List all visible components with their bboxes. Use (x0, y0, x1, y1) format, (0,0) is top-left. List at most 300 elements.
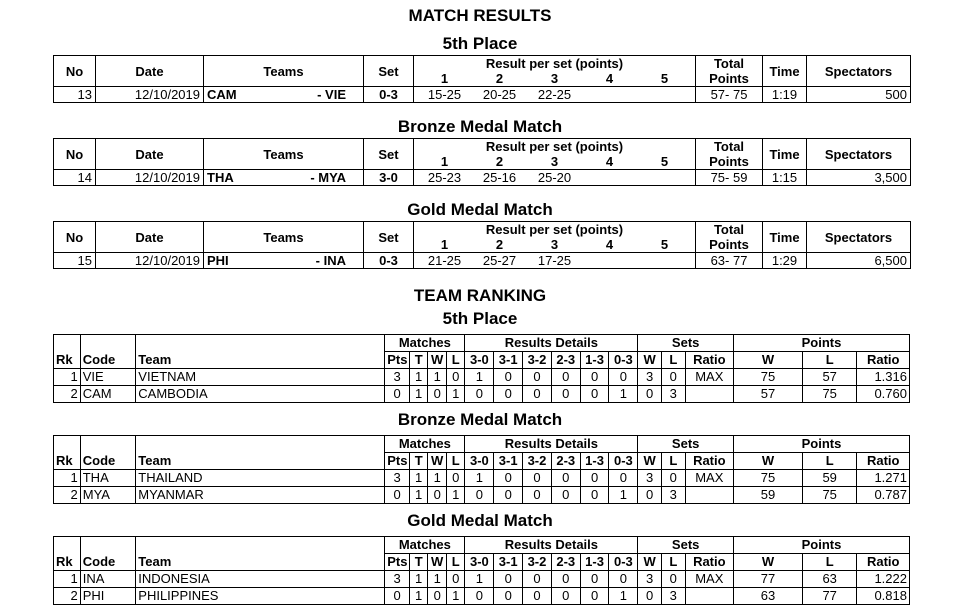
header-3-0: 3-0 (465, 554, 494, 571)
points-ratio: 0.787 (857, 487, 910, 504)
header-row (54, 56, 911, 72)
sets-won: 0 (638, 487, 662, 504)
header-row (54, 222, 911, 238)
team-name: THAILAND (136, 470, 385, 487)
header-rk (54, 537, 81, 554)
team-name: INDONESIA (136, 571, 385, 588)
won: 1 (428, 571, 447, 588)
header-points-ratio: Ratio (857, 554, 910, 571)
ranking-row (54, 369, 910, 386)
header-row (54, 352, 910, 369)
match-total-points: 75- 59 (696, 170, 763, 186)
set-result (637, 87, 692, 102)
set-result: 25-23 (427, 170, 462, 185)
set-number: 5 (660, 71, 669, 86)
header-rk-label: Rk (54, 554, 81, 571)
header-pts: Pts (385, 554, 410, 571)
points-ratio: 0.818 (857, 588, 910, 605)
header-matches: Matches (385, 537, 465, 554)
match-set-score: 0-3 (364, 87, 414, 103)
match-spectators: 6,500 (807, 253, 911, 269)
team-code: THA (80, 470, 136, 487)
set-number: 4 (605, 237, 614, 252)
match-total-points: 63- 77 (696, 253, 763, 269)
points-ratio: 0.760 (857, 386, 910, 403)
played: 1 (409, 588, 428, 605)
header-team: Team (136, 554, 385, 571)
res-2-3: 0 (551, 470, 580, 487)
set-number: 3 (550, 71, 559, 86)
header-rk-label: Rk (54, 453, 81, 470)
points-won: 77 (734, 571, 803, 588)
header-code-blank (80, 436, 136, 453)
res-3-2: 0 (523, 470, 552, 487)
res-2-3: 0 (551, 588, 580, 605)
set-number: 5 (660, 154, 669, 169)
sets-lost: 0 (661, 571, 685, 588)
res-3-2: 0 (523, 571, 552, 588)
pts: 0 (385, 487, 410, 504)
team-code: CAM (80, 386, 136, 403)
match-teams (204, 170, 364, 186)
header-date: Date (96, 56, 204, 87)
header-team: Team (136, 453, 385, 470)
header-sets-ratio: Ratio (685, 453, 733, 470)
res-2-3: 0 (551, 487, 580, 504)
header-w: W (428, 554, 447, 571)
header-team-blank (136, 436, 385, 453)
header-result-per-set: Result per set (points) (414, 222, 696, 238)
sets-won: 0 (638, 588, 662, 605)
header-set-numbers (414, 154, 696, 170)
sets-ratio: MAX (685, 470, 733, 487)
match-total-points: 57- 75 (696, 87, 763, 103)
header-sets-w: W (638, 352, 662, 369)
match-no: 14 (54, 170, 96, 186)
points-won: 75 (734, 470, 803, 487)
set-result: 20-25 (482, 87, 517, 102)
set-number: 3 (550, 237, 559, 252)
set-number: 4 (605, 71, 614, 86)
res-3-0: 1 (465, 470, 494, 487)
set-result: 15-25 (427, 87, 462, 102)
team-a: PHI (207, 253, 229, 268)
match-result-table (53, 221, 911, 269)
match-spectators: 500 (807, 87, 911, 103)
header-points: Points (734, 335, 910, 352)
header-row (54, 335, 910, 352)
header-teams: Teams (204, 56, 364, 87)
set-result (582, 170, 637, 185)
lost: 0 (446, 369, 465, 386)
res-3-1: 0 (494, 588, 523, 605)
header-code: Code (80, 453, 136, 470)
res-3-0: 1 (465, 571, 494, 588)
set-number: 2 (495, 71, 504, 86)
rank: 1 (54, 571, 81, 588)
header-no: No (54, 139, 96, 170)
sets-ratio: MAX (685, 571, 733, 588)
header-points-l: L (802, 352, 857, 369)
header-spectators: Spectators (807, 139, 911, 170)
res-3-1: 0 (494, 386, 523, 403)
header-team-blank (136, 537, 385, 554)
match-result-table (53, 55, 911, 103)
header-points-w: W (734, 352, 803, 369)
match-time: 1:19 (763, 87, 807, 103)
sets-won: 0 (638, 386, 662, 403)
res-0-3: 0 (609, 571, 638, 588)
header-set: Set (364, 56, 414, 87)
points-lost: 63 (802, 571, 857, 588)
set-number: 1 (440, 154, 449, 169)
match-date: 12/10/2019 (96, 87, 204, 103)
points-ratio: 1.316 (857, 369, 910, 386)
team-code: MYA (80, 487, 136, 504)
played: 1 (409, 571, 428, 588)
res-3-2: 0 (523, 487, 552, 504)
header-points: Points (696, 237, 763, 253)
points-lost: 77 (802, 588, 857, 605)
header-3-2: 3-2 (523, 453, 552, 470)
res-2-3: 0 (551, 386, 580, 403)
header-code: Code (80, 352, 136, 369)
res-3-1: 0 (494, 470, 523, 487)
set-result: 17-25 (537, 253, 572, 268)
header-row (54, 453, 910, 470)
header-row (54, 436, 910, 453)
header-sets: Sets (638, 436, 734, 453)
header-l: L (446, 352, 465, 369)
set-result (637, 253, 692, 268)
match-teams (204, 87, 364, 103)
header-sets-ratio: Ratio (685, 554, 733, 571)
rank: 1 (54, 369, 81, 386)
set-result: 25-20 (537, 170, 572, 185)
match-date: 12/10/2019 (96, 170, 204, 186)
played: 1 (409, 386, 428, 403)
res-3-2: 0 (523, 369, 552, 386)
match-no: 15 (54, 253, 96, 269)
header-rk (54, 436, 81, 453)
header-set: Set (364, 222, 414, 253)
header-t: T (409, 453, 428, 470)
header-1-3: 1-3 (580, 554, 609, 571)
team-name: PHILIPPINES (136, 588, 385, 605)
ranking-row (54, 470, 910, 487)
set-result (582, 87, 637, 102)
match-no: 13 (54, 87, 96, 103)
set-result: 25-27 (482, 253, 517, 268)
team-ranking-title: TEAM RANKING (413, 286, 547, 305)
res-3-1: 0 (494, 571, 523, 588)
header-code-blank (80, 537, 136, 554)
team-code: INA (80, 571, 136, 588)
header-3-1: 3-1 (494, 554, 523, 571)
sets-ratio (685, 487, 733, 504)
team-code: PHI (80, 588, 136, 605)
lost: 1 (446, 386, 465, 403)
res-2-3: 0 (551, 571, 580, 588)
ranking-name: 5th Place (442, 309, 518, 328)
team-code: VIE (80, 369, 136, 386)
header-w: W (428, 453, 447, 470)
header-total: Total (696, 222, 763, 238)
header-matches: Matches (385, 436, 465, 453)
points-won: 63 (734, 588, 803, 605)
ranking-table (53, 536, 910, 605)
set-number: 2 (495, 237, 504, 252)
res-3-0: 1 (465, 369, 494, 386)
ranking-row (54, 487, 910, 504)
won: 1 (428, 369, 447, 386)
res-3-0: 0 (465, 487, 494, 504)
sets-lost: 3 (661, 386, 685, 403)
match-row (54, 170, 911, 186)
header-time: Time (763, 222, 807, 253)
res-2-3: 0 (551, 369, 580, 386)
match-results-title: MATCH RESULTS (408, 6, 552, 25)
header-sets-w: W (638, 554, 662, 571)
match-row (54, 253, 911, 269)
sets-ratio (685, 588, 733, 605)
match-row (54, 87, 911, 103)
lost: 1 (446, 588, 465, 605)
header-0-3: 0-3 (609, 554, 638, 571)
header-team-blank (136, 335, 385, 352)
set-result: 21-25 (427, 253, 462, 268)
header-sets-w: W (638, 453, 662, 470)
match-set-results (414, 170, 696, 186)
header-t: T (409, 352, 428, 369)
header-set-numbers (414, 71, 696, 87)
team-a: CAM (207, 87, 237, 102)
set-number: 1 (440, 237, 449, 252)
res-0-3: 0 (609, 369, 638, 386)
header-2-3: 2-3 (551, 453, 580, 470)
res-0-3: 1 (609, 487, 638, 504)
sets-won: 3 (638, 470, 662, 487)
points-ratio: 1.222 (857, 571, 910, 588)
header-spectators: Spectators (807, 222, 911, 253)
header-l: L (446, 453, 465, 470)
header-0-3: 0-3 (609, 352, 638, 369)
header-result-per-set: Result per set (points) (414, 139, 696, 155)
header-3-1: 3-1 (494, 453, 523, 470)
sets-ratio: MAX (685, 369, 733, 386)
ranking-row (54, 588, 910, 605)
res-0-3: 1 (609, 386, 638, 403)
header-sets: Sets (638, 537, 734, 554)
match-set-results (414, 253, 696, 269)
match-result-table (53, 138, 911, 186)
res-3-1: 0 (494, 487, 523, 504)
sets-ratio (685, 386, 733, 403)
match-time: 1:15 (763, 170, 807, 186)
sets-won: 3 (638, 369, 662, 386)
res-3-1: 0 (494, 369, 523, 386)
ranking-name: Bronze Medal Match (397, 410, 563, 429)
header-3-2: 3-2 (523, 554, 552, 571)
header-3-1: 3-1 (494, 352, 523, 369)
match-date: 12/10/2019 (96, 253, 204, 269)
match-set-results (414, 87, 696, 103)
sets-lost: 3 (661, 588, 685, 605)
ranking-table (53, 334, 910, 403)
team-b: - VIE (317, 87, 346, 102)
points-lost: 59 (802, 470, 857, 487)
match-name: Bronze Medal Match (397, 117, 563, 136)
header-1-3: 1-3 (580, 453, 609, 470)
header-row (54, 554, 910, 571)
header-results-details: Results Details (465, 335, 638, 352)
pts: 3 (385, 369, 410, 386)
header-teams: Teams (204, 222, 364, 253)
match-name: 5th Place (442, 34, 518, 53)
ranking-table (53, 435, 910, 504)
res-0-3: 1 (609, 588, 638, 605)
header-2-3: 2-3 (551, 352, 580, 369)
header-row (54, 537, 910, 554)
set-number: 5 (660, 237, 669, 252)
points-lost: 57 (802, 369, 857, 386)
header-points-ratio: Ratio (857, 453, 910, 470)
res-0-3: 0 (609, 470, 638, 487)
rank: 2 (54, 487, 81, 504)
header-code-blank (80, 335, 136, 352)
points-lost: 75 (802, 487, 857, 504)
match-spectators: 3,500 (807, 170, 911, 186)
won: 0 (428, 487, 447, 504)
header-sets-l: L (661, 352, 685, 369)
header-set: Set (364, 139, 414, 170)
rank: 2 (54, 386, 81, 403)
points-ratio: 1.271 (857, 470, 910, 487)
header-points: Points (734, 537, 910, 554)
header-0-3: 0-3 (609, 453, 638, 470)
header-points: Points (696, 154, 763, 170)
set-number: 2 (495, 154, 504, 169)
header-w: W (428, 352, 447, 369)
set-number: 4 (605, 154, 614, 169)
header-l: L (446, 554, 465, 571)
header-pts: Pts (385, 453, 410, 470)
match-set-score: 0-3 (364, 253, 414, 269)
set-result (582, 253, 637, 268)
team-name: CAMBODIA (136, 386, 385, 403)
sets-lost: 3 (661, 487, 685, 504)
header-total: Total (696, 56, 763, 72)
team-b: - MYA (310, 170, 346, 185)
header-date: Date (96, 139, 204, 170)
header-2-3: 2-3 (551, 554, 580, 571)
res-1-3: 0 (580, 470, 609, 487)
set-number: 1 (440, 71, 449, 86)
pts: 0 (385, 588, 410, 605)
ranking-row (54, 571, 910, 588)
points-won: 75 (734, 369, 803, 386)
sets-lost: 0 (661, 470, 685, 487)
lost: 1 (446, 487, 465, 504)
team-b: - INA (315, 253, 346, 268)
pts: 3 (385, 470, 410, 487)
header-pts: Pts (385, 352, 410, 369)
header-points-w: W (734, 554, 803, 571)
header-rk (54, 335, 81, 352)
header-points: Points (696, 71, 763, 87)
match-name: Gold Medal Match (407, 200, 553, 219)
set-result: 22-25 (537, 87, 572, 102)
header-code: Code (80, 554, 136, 571)
res-1-3: 0 (580, 487, 609, 504)
header-sets: Sets (638, 335, 734, 352)
res-1-3: 0 (580, 571, 609, 588)
header-no: No (54, 222, 96, 253)
lost: 0 (446, 470, 465, 487)
header-3-0: 3-0 (465, 352, 494, 369)
points-won: 59 (734, 487, 803, 504)
played: 1 (409, 470, 428, 487)
ranking-name: Gold Medal Match (407, 511, 553, 530)
team-a: THA (207, 170, 234, 185)
rank: 2 (54, 588, 81, 605)
pts: 0 (385, 386, 410, 403)
match-time: 1:29 (763, 253, 807, 269)
header-points-ratio: Ratio (857, 352, 910, 369)
points-lost: 75 (802, 386, 857, 403)
header-matches: Matches (385, 335, 465, 352)
header-team: Team (136, 352, 385, 369)
header-points-l: L (802, 554, 857, 571)
set-number: 3 (550, 154, 559, 169)
header-3-2: 3-2 (523, 352, 552, 369)
set-result (637, 170, 692, 185)
header-sets-l: L (661, 453, 685, 470)
header-row (54, 139, 911, 155)
header-time: Time (763, 139, 807, 170)
header-points: Points (734, 436, 910, 453)
pts: 3 (385, 571, 410, 588)
won: 0 (428, 588, 447, 605)
header-1-3: 1-3 (580, 352, 609, 369)
res-1-3: 0 (580, 369, 609, 386)
res-1-3: 0 (580, 588, 609, 605)
header-points-w: W (734, 453, 803, 470)
header-points-l: L (802, 453, 857, 470)
sets-won: 3 (638, 571, 662, 588)
header-result-per-set: Result per set (points) (414, 56, 696, 72)
won: 1 (428, 470, 447, 487)
points-won: 57 (734, 386, 803, 403)
team-name: MYANMAR (136, 487, 385, 504)
match-set-score: 3-0 (364, 170, 414, 186)
header-t: T (409, 554, 428, 571)
header-3-0: 3-0 (465, 453, 494, 470)
match-teams (204, 253, 364, 269)
header-results-details: Results Details (465, 537, 638, 554)
ranking-row (54, 386, 910, 403)
header-rk-label: Rk (54, 352, 81, 369)
team-name: VIETNAM (136, 369, 385, 386)
won: 0 (428, 386, 447, 403)
res-3-0: 0 (465, 386, 494, 403)
header-teams: Teams (204, 139, 364, 170)
header-date: Date (96, 222, 204, 253)
rank: 1 (54, 470, 81, 487)
lost: 0 (446, 571, 465, 588)
sets-lost: 0 (661, 369, 685, 386)
set-result: 25-16 (482, 170, 517, 185)
